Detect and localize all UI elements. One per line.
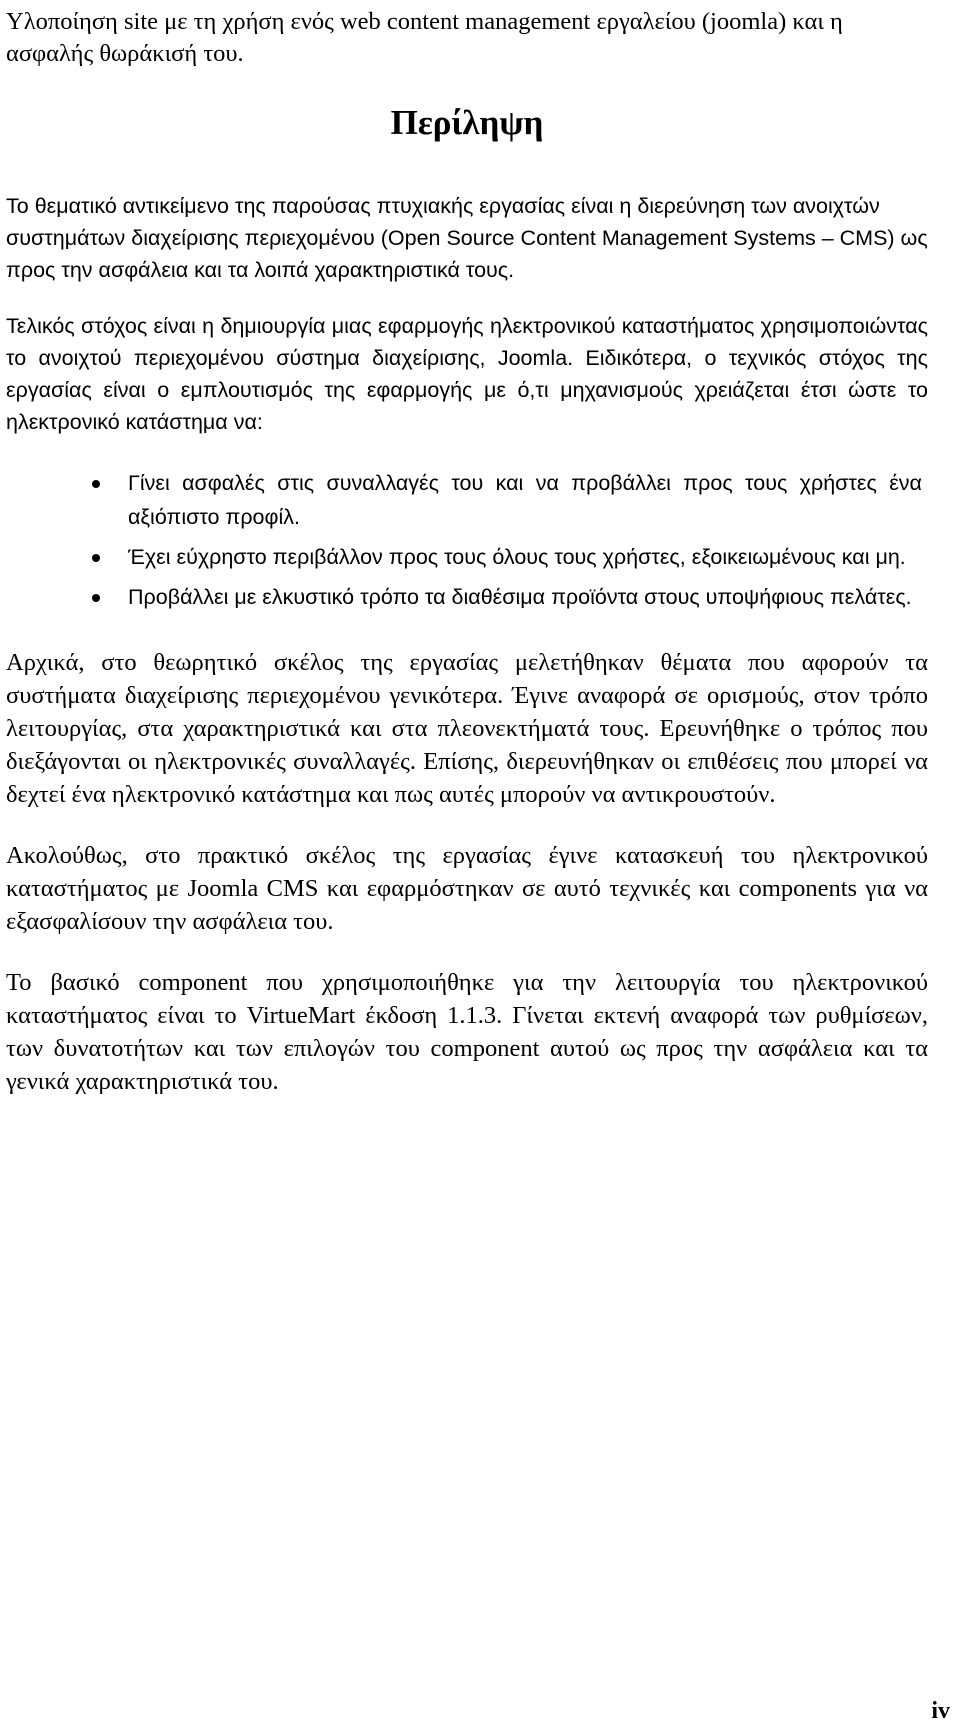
practice-paragraph: Ακολούθως, στο πρακτικό σκέλος της εργασίας έγινε κατασκευή του ηλεκτρονικού καταστήματος με Joomla CMS και εφαρμόστηκαν σε αυτό τεχνικές και components για να εξασφαλίσουν την ασφάλεια του. <box>6 842 928 935</box>
page-content <box>6 6 928 1098</box>
summary-paragraph-1: Το θεματικό αντικείμενο της παρούσας πτυχιακής εργασίας είναι η διερεύνηση των ανοιχτών συστημάτων διαχείρισης περιεχομένου (Open Source Content Management Systems – CMS) ως προς την ασφάλεια και τα λοιπά χαρακτηριστικά τους. <box>6 194 928 282</box>
component-paragraph: Το βασικό component που χρησιμοποιήθηκε για την λειτουργία του ηλεκτρονικού καταστήματος είναι το VirtueMart έκδοση 1.1.3. Γίνεται εκτενή αναφορά των ρυθμίσεων, των δυνατοτήτων και των επιλογών του component αυτού ως προς την ασφάλεια και τα γενικά χαρακτηριστικά του. <box>6 969 928 1095</box>
bullet-icon <box>92 554 100 562</box>
list-item <box>6 580 928 614</box>
theory-paragraph: Αρχικά, στο θεωρητικό σκέλος της εργασίας μελετήθηκαν θέματα που αφορούν τα συστήματα διαχείρισης περιεχομένου γενικότερα. Έγινε αναφορά σε ορισμούς, στον τρόπο λειτουργίας, στα χαρακτηριστικά και στα πλεονεκτήματά τους. Ερευνήθηκε ο τρόπος που διεξάγονται οι ηλεκτρονικές συναλλαγές. Επίσης, διερευνήθηκαν οι επιθέσεις που μπορεί να δεχτεί ένα ηλεκτρονικό κατάστημα και πως αυτές μπορούν να αντικρουστούν. <box>6 649 928 808</box>
list-item-text: Γίνει ασφαλές στις συναλλαγές του και να προβάλλει προς τους χρήστες ένα αξιόπιστο προφίλ. <box>128 471 922 529</box>
list-item <box>6 540 928 574</box>
list-item <box>6 466 928 534</box>
page-title: Περίληψη <box>390 103 544 142</box>
bullet-icon <box>92 480 100 488</box>
header-note: Υλοποίηση site με τη χρήση ενός web content management εργαλείου (joomla) και η ασφαλής θωράκισή του. <box>6 8 843 67</box>
summary-paragraph-2: Τελικός στόχος είναι η δημιουργία μιας εφαρμογής ηλεκτρονικού καταστήματος χρησιμοποιώντας το ανοιχτού περιεχομένου σύστημα διαχείρισης, Joomla. Ειδικότερα, ο τεχνικός στόχος της εργασίας είναι ο εμπλουτισμός της εφαρμογής με ό,τι μηχανισμούς χρειάζεται έτσι ώστε το ηλεκτρονικό κατάστημα να: <box>6 314 928 434</box>
objectives-list <box>6 466 928 614</box>
list-item-text: Έχει εύχρηστο περιβάλλον προς τους όλους τους χρήστες, εξοικειωμένους και μη. <box>128 545 906 569</box>
list-item-text: Προβάλλει με ελκυστικό τρόπο τα διαθέσιμα προϊόντα στους υποψήφιους πελάτες. <box>128 585 912 609</box>
bullet-icon <box>92 594 100 602</box>
page-number: iv <box>931 1698 950 1724</box>
